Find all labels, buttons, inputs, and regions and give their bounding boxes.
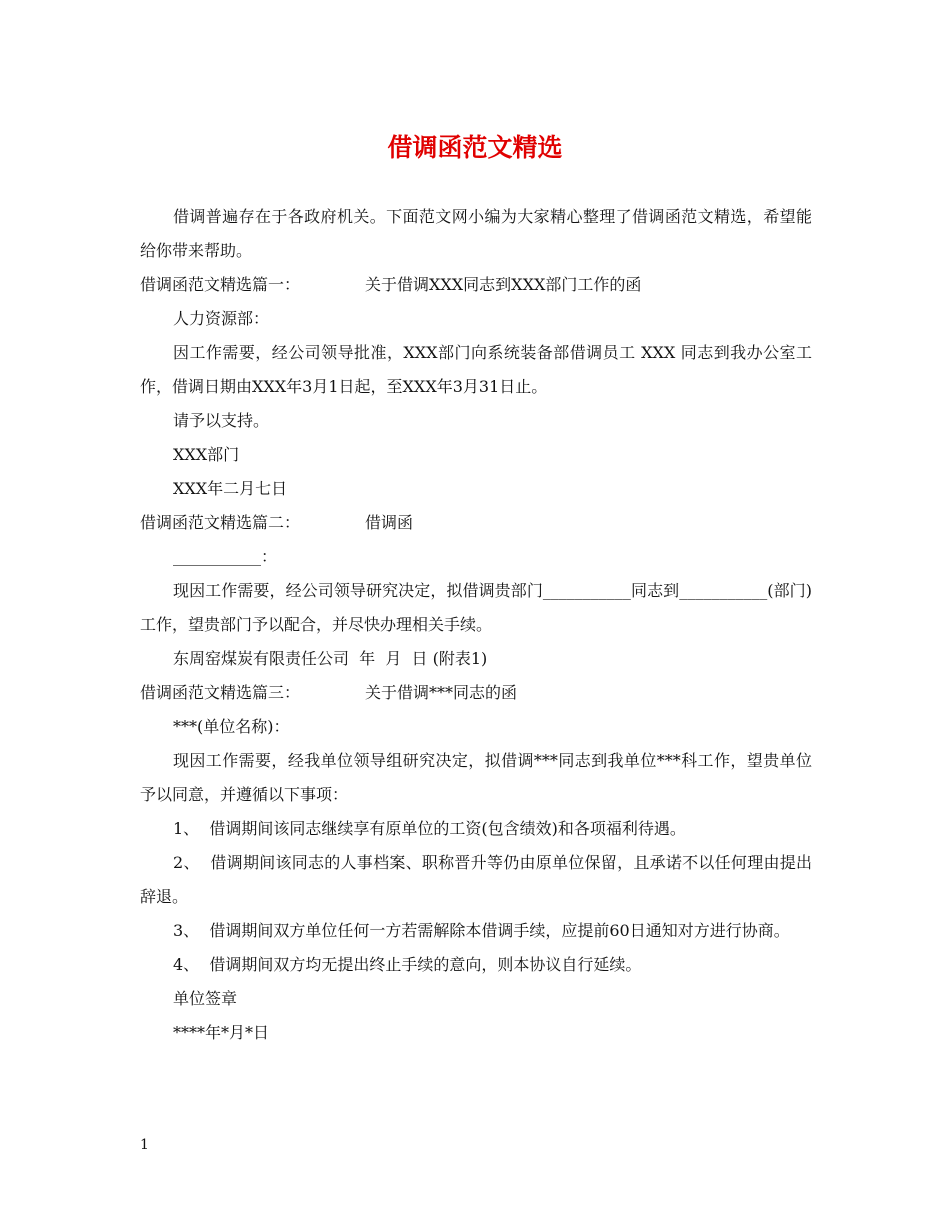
signature-stamp: 单位签章 [173, 989, 238, 1008]
signature-line: 东周窑煤炭有限责任公司 年 月 日 (附表1) [173, 649, 488, 668]
section-subject: 关于借调XXX同志到XXX部门工作的函 [365, 275, 642, 294]
document-body [140, 200, 812, 1050]
page-number: 1 [140, 1137, 149, 1153]
body-paragraph: 请予以支持。 [173, 411, 270, 430]
intro-paragraph: 借调普遍存在于各政府机关。下面范文网小编为大家精心整理了借调函范文精选，希望能给你带来帮助。 [140, 207, 812, 260]
addressee-line: 人力资源部： [173, 309, 270, 328]
list-item: 2、 借调期间该同志的人事档案、职称晋升等仍由原单位保留，且承诺不以任何理由提出辞退。 [140, 853, 812, 906]
section-heading-1 [140, 268, 812, 302]
section-label: 借调函范文精选篇二： [140, 513, 301, 532]
signature-date: ****年*月*日 [173, 1023, 270, 1042]
section-subject: 借调函 [365, 513, 414, 532]
list-item: 4、 借调期间双方均无提出终止手续的意向，则本协议自行延续。 [173, 955, 642, 974]
section-label: 借调函范文精选篇三： [140, 683, 301, 702]
addressee-line: ___________： [173, 547, 278, 566]
section-heading-2 [140, 506, 812, 540]
list-item: 1、 借调期间该同志继续享有原单位的工资(包含绩效)和各项福利待遇。 [173, 819, 686, 838]
list-item: 3、 借调期间双方单位任何一方若需解除本借调手续，应提前60日通知对方进行协商。 [173, 921, 790, 940]
section-heading-3 [140, 676, 812, 710]
body-paragraph: 现因工作需要，经公司领导研究决定，拟借调贵部门___________同志到___________(部门)工作，望贵部门予以配合，并尽快办理相关手续。 [140, 581, 812, 634]
signature-date: XXX年二月七日 [173, 479, 288, 498]
body-paragraph: 因工作需要，经公司领导批准，XXX部门向系统装备部借调员工 XXX 同志到我办公室工作，借调日期由XXX年3月1日起，至XXX年3月31日止。 [140, 343, 812, 396]
addressee-line: ***(单位名称)： [173, 717, 290, 736]
section-label: 借调函范文精选篇一： [140, 275, 301, 294]
body-paragraph: 现因工作需要，经我单位领导组研究决定，拟借调***同志到我单位***科工作，望贵单位予以同意，并遵循以下事项： [140, 751, 812, 804]
document-title: 借调函范文精选 [387, 133, 563, 162]
signature-department: XXX部门 [173, 445, 240, 464]
section-subject: 关于借调***同志的函 [365, 683, 518, 702]
